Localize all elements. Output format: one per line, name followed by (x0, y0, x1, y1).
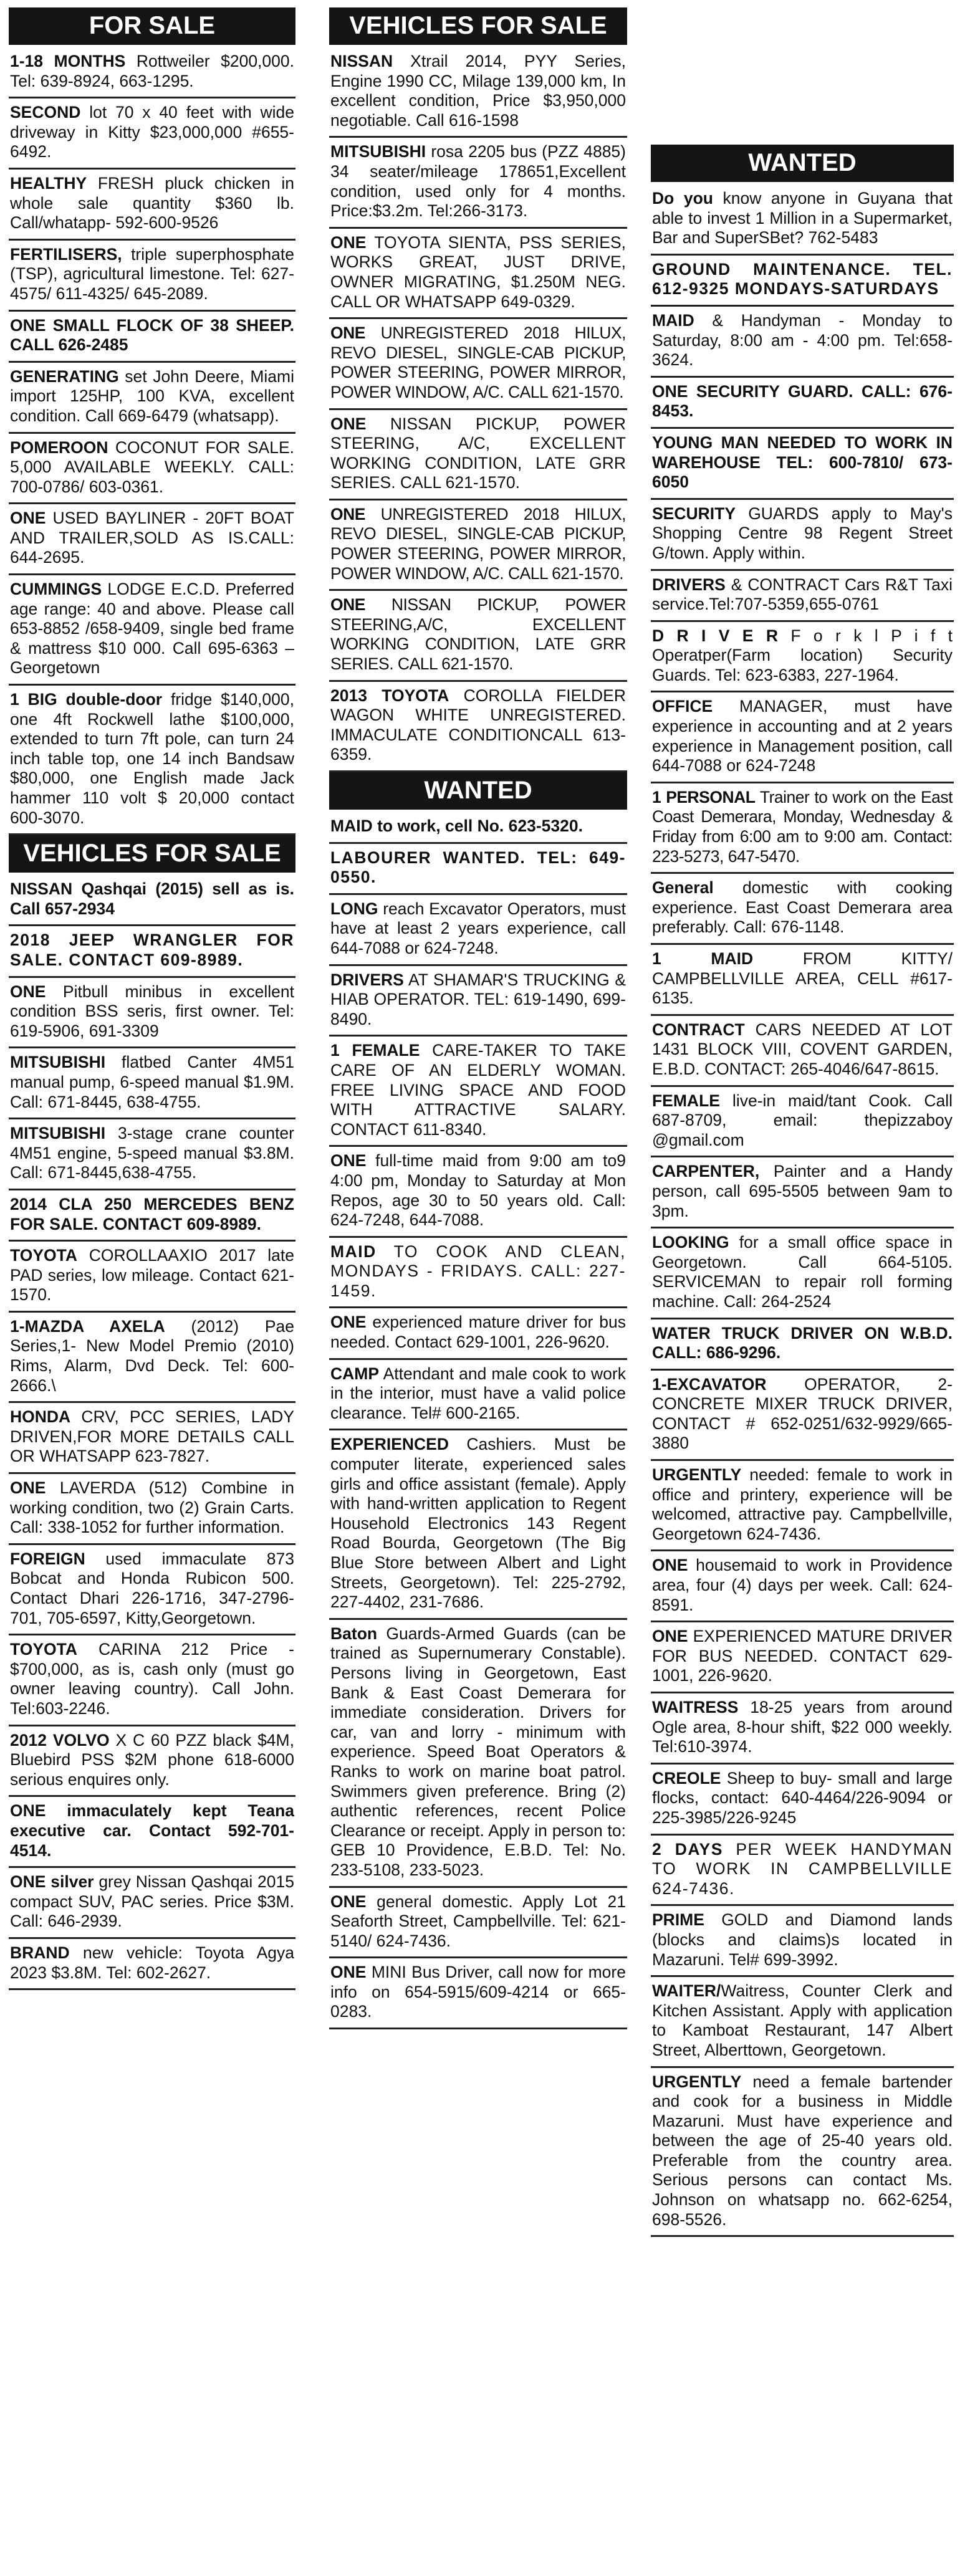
ad-lead: WATER TRUCK DRIVER ON W.B.D. CALL: 686-9296. (652, 1323, 953, 1362)
classified-ad (651, 1764, 954, 1836)
ad-lead: MITSUBISHI (10, 1053, 106, 1072)
classified-ad (9, 170, 295, 241)
ad-lead: ONE SMALL FLOCK OF 38 SHEEP. CALL 626-2485 (10, 315, 294, 355)
ad-lead: 2 DAYS (652, 1839, 723, 1859)
ad-text: Rottweiler $200,000. Tel: 639-8924, 663-1295. (10, 52, 294, 90)
ad-lead: MITSUBISHI (10, 1124, 106, 1143)
classified-ad (651, 500, 954, 571)
classified-ad (329, 500, 627, 591)
ad-lead: YOUNG MAN NEEDED TO WORK IN WAREHOUSE TEL: 600-7810/ 673-6050 (652, 433, 953, 492)
ad-text: EXPERIENCED MATURE DRIVER FOR BUS NEEDED. CONTACT 629-1001, 226-9620. (652, 1627, 953, 1685)
classified-ad (329, 1238, 627, 1309)
column-3 (651, 145, 954, 2237)
ad-lead: ONE (330, 595, 365, 615)
ad-lead: 1-EXCAVATOR (652, 1374, 767, 1394)
ad-lead: FERTILISERS, (10, 244, 122, 264)
ad-text: LAVERDA (512) Combine in working condition, two (2) Grain Carts. Call: 338-1052 for further information. (10, 1478, 294, 1537)
ad-text: FROM KITTY/ CAMPBELLVILLE AREA, CELL #617-6135. (652, 949, 953, 1008)
ad-text: fridge $140,000, one 4ft Rockwell lathe $100,000, extended to turn 7ft pole, can turn 24 inch table top, one 14 inch Bandsaw $80,000, one English made Jack hammer 110 volt $ 20,000 contact 600-3070. (10, 690, 294, 827)
ad-lead: 1-18 MONTHS (10, 52, 126, 70)
ad-text: AT SHAMAR'S TRUCKING & HIAB OPERATOR. TEL: 619-1490, 699-8490. (330, 970, 626, 1028)
ad-text: GOLD and Diamond lands (blocks and claims)s located in Mazaruni. Tel# 699-3992. (652, 1910, 953, 1969)
ad-text: general domestic. Apply Lot 21 Seaforth Street, Campbellville. Tel: 621-5140/ 624-7436. (330, 1892, 626, 1950)
ad-text: & CONTRACT Cars R&T Taxi service.Tel:707-5359,655-0761 (652, 575, 953, 614)
ad-lead: EXPERIENCED (330, 1435, 449, 1454)
ad-lead: CUMMINGS (10, 580, 102, 599)
ad-lead: ONE (330, 232, 367, 252)
ad-lead: CARPENTER, (652, 1162, 760, 1181)
classified-ad (9, 363, 295, 434)
ad-text: USED BAYLINER - 20FT BOAT AND TRAILER,SOLD AS IS.CALL: 644-2695. (10, 509, 294, 567)
ad-text: F o r k l P i f t Operatper(Farm location) Security Guards. Tel: 623-6383, 227-1964. (652, 626, 953, 684)
classified-ad (329, 1037, 627, 1147)
ad-text: CARINA 212 Price - $700,000, as is, cash only (must go owner leaving country). Call John. Tel:603-2246. (10, 1640, 294, 1718)
classified-ad (329, 1308, 627, 1359)
ad-lead: MITSUBISHI (330, 142, 426, 161)
ad-text: COROLLA FIELDER WAGON WHITE UNREGISTERED. IMMACULATE CONDITIONCALL 613-6359. (330, 686, 626, 764)
classified-ad (329, 229, 627, 319)
classified-ad (651, 2068, 954, 2238)
classified-ad (9, 978, 295, 1049)
classified-ad (9, 575, 295, 686)
classified-ad (9, 875, 295, 926)
ad-text: domestic with cooking experience. East Coast Demerara area preferably. Call: 676-1148. (652, 878, 953, 937)
ad-lead: TOYOTA (10, 1640, 77, 1659)
ad-text: FRESH pluck chicken in whole sale quantity $360 lb. Call/whatapp- 592-600-9526 (10, 173, 294, 232)
classified-ad (9, 47, 295, 98)
ad-lead: ONE silver (10, 1872, 94, 1892)
classified-ad (651, 1836, 954, 1907)
classified-ad (329, 844, 627, 895)
classified-ad (9, 434, 295, 505)
classified-ad (651, 1906, 954, 1977)
ad-lead: General (652, 878, 714, 898)
ad-lead: SECOND (10, 103, 81, 122)
classified-ad (651, 1371, 954, 1461)
classified-ad (651, 256, 954, 307)
classified-ad (651, 184, 954, 256)
ad-lead: 2012 VOLVO (10, 1730, 110, 1750)
ad-lead: NISSAN (330, 52, 393, 70)
classified-ad (329, 895, 627, 966)
ad-text: CRV, PCC SERIES, LADY DRIVEN,FOR MORE DETAILS CALL OR WHATSAPP 623-7827. (10, 1407, 294, 1466)
classified-ad (329, 1888, 627, 1959)
classified-ad (651, 307, 954, 378)
ad-lead: PRIME (652, 1910, 704, 1930)
ad-lead: GROUND MAINTENANCE. TEL. 612-9325 MONDAYS-SATURDAYS (652, 259, 953, 299)
ad-text: UNREGISTERED 2018 HILUX, REVO DIESEL, SINGLE-CAB PICKUP, POWER STEERING, POWER MIRROR, POWER WINDOW, A/C. CALL 621-1570. (330, 504, 626, 583)
ad-text: COROLLAAXIO 2017 late PAD series, low mileage. Contact 621-1570. (10, 1246, 294, 1305)
ad-lead: LABOURER WANTED. TEL: 649-0550. (330, 848, 626, 887)
ad-lead: Do you (652, 189, 713, 208)
section-header: VEHICLES FOR SALE (9, 835, 295, 873)
section-header: WANTED (651, 145, 954, 182)
classified-ad (651, 1622, 954, 1693)
ad-lead: 1 FEMALE (330, 1041, 420, 1060)
classified-ad (9, 1474, 295, 1545)
ad-text: Xtrail 2014, PYY Series, Engine 1990 CC, Milage 139,000 km, In excellent condition, Price $3,950,000 negotiable. Call 616-1598 (330, 52, 626, 130)
section-header: VEHICLES FOR SALE (329, 7, 627, 45)
ad-text: experienced mature driver for bus needed. Contact 629-1001, 226-9620. (330, 1313, 626, 1352)
ad-text: Waitress, Counter Clerk and Kitchen Assistant. Apply with application to Kamboat Restaurant, 147 Albert Street, Alberttown, Georgetown. (652, 1981, 953, 2059)
ad-text: for a small office space in Georgetown. Call 664-5105. SERVICEMAN to repair roll forming machine. Call: 264-2524 (652, 1233, 953, 1311)
classified-ad (9, 1797, 295, 1868)
classified-ad (329, 410, 627, 500)
classified-ad (329, 1958, 627, 2029)
ad-lead: POMEROON (10, 438, 108, 457)
ad-text: CARS NEEDED AT LOT 1431 BLOCK VIII, COVENT GARDEN, E.B.D. CONTACT: 265-4046/647-8615. (652, 1020, 953, 1078)
classified-ad (651, 1157, 954, 1228)
ad-text: NISSAN PICKUP, POWER STEERING, A/C, EXCELLENT WORKING CONDITION, LATE GRR SERIES. CALL 621-1570. (330, 414, 626, 492)
classified-ad (329, 138, 627, 228)
ad-lead: DRIVERS (330, 970, 404, 989)
ad-lead: BRAND (10, 1943, 70, 1962)
ad-text: TOYOTA SIENTA, PSS SERIES, WORKS GREAT, JUST DRIVE, OWNER MIGRATING, $1.250M NEG. CALL OR WHATSAPP 649-0329. (330, 232, 626, 311)
ad-text: lot 70 x 40 feet with wide driveway in Kitty $23,000,000 #655-6492. (10, 103, 294, 161)
ad-text: NISSAN PICKUP, POWER STEERING,A/C, EXCELLENT WORKING CONDITION, LATE GRR SERIES. CALL 621-1570. (330, 595, 626, 674)
ad-lead: FOREIGN (10, 1549, 85, 1568)
classified-ad (651, 378, 954, 429)
classified-ad (651, 571, 954, 622)
ad-text: full-time maid from 9:00 am to9 4:00 pm, Monday to Saturday at Mon Repos, age 30 to 50 years old. Call: 624-7248, 644-7088. (330, 1151, 626, 1230)
ad-lead: MAID to work, cell No. 623-5320. (330, 816, 583, 835)
ad-lead: LONG (330, 899, 378, 918)
ad-lead: ONE (330, 1963, 367, 1982)
classified-ad (9, 1635, 295, 1726)
ad-lead: URGENTLY (652, 2072, 742, 2091)
classified-ad (329, 682, 627, 772)
classified-ad (651, 1228, 954, 1319)
ad-text: set John Deere, Miami import 125HP, 100 KVA, excellent condition. Call 669-6479 (whatsapp). (10, 366, 294, 425)
classified-ad (329, 966, 627, 1037)
ad-lead: 1 MAID (652, 949, 754, 968)
classified-ad (651, 1551, 954, 1622)
ad-text: CARE-TAKER TO TAKE CARE OF AN ELDERLY WOMAN. FREE LIVING SPACE AND FOOD WITH ATTRACTIVE SALARY. CONTACT 611-8340. (330, 1041, 626, 1139)
classified-ad (651, 783, 954, 874)
ad-lead: ONE (652, 1627, 688, 1646)
classified-ad (651, 1977, 954, 2067)
classified-ad (329, 591, 627, 681)
ad-lead: D R I V E R (652, 626, 778, 645)
ad-text: grey Nissan Qashqai 2015 compact SUV, PAC series. Price $3M. Call: 646-2939. (10, 1872, 294, 1931)
column-2 (329, 7, 627, 2029)
classified-ad (329, 1360, 627, 1431)
ad-lead: 1 PERSONAL (652, 787, 756, 807)
ad-text: OPERATOR, 2- CONCRETE MIXER TRUCK DRIVER, CONTACT # 652-0251/632-9929/665-3880 (652, 1374, 953, 1453)
ad-lead: 2018 JEEP WRANGLER FOR SALE. CONTACT 609-8989. (10, 931, 294, 969)
ad-text: Attendant and male cook to work in the interior, must have a valid police clearance. Tel# 600-2165. (330, 1364, 626, 1422)
ad-text: used immaculate 873 Bobcat and Honda Rubicon 500. Contact Dhari 226-1716, 347-2796-701, 705-6597, Kitty,Georgetown. (10, 1549, 294, 1627)
classified-ad (651, 1087, 954, 1158)
section-header: FOR SALE (9, 7, 295, 45)
classified-ad (651, 622, 954, 693)
ad-lead: Baton (330, 1624, 378, 1643)
classified-ad (9, 1726, 295, 1798)
classified-ad (329, 812, 627, 844)
ad-lead: WAITRESS (652, 1698, 739, 1717)
ad-lead: GENERATING (10, 366, 119, 386)
classified-ad (9, 1190, 295, 1242)
classified-ad (329, 1147, 627, 1237)
ad-text: & Handyman - Monday to Saturday, 8:00 am - 4:00 pm. Tel:658-3624. (652, 310, 953, 370)
classified-ad (9, 1545, 295, 1635)
ad-lead: CAMP (330, 1364, 380, 1383)
ad-lead: ONE (330, 504, 365, 524)
ad-text: Painter and a Handy person, call 695-5505 between 9am to 3pm. (652, 1162, 953, 1220)
ad-text: UNREGISTERED 2018 HILUX, REVO DIESEL, SINGLE-CAB PICKUP, POWER STEERING, POWER MIRROR, POWER WINDOW, A/C. CALL 621-1570. (330, 323, 626, 401)
ad-lead: MAID (652, 310, 694, 330)
ad-text: need a female bartender and cook for a business in Middle Mazaruni. Must have experience and between the age of 25-40 years old. Preferable from the country area. Serious persons can contact Ms. Johnson on whatsapp no. 662-6254, 698-5526. (652, 2072, 953, 2229)
ad-lead: NISSAN Qashqai (2015) sell as is. Call 657-2934 (10, 879, 294, 918)
ad-text: know anyone in Guyana that able to invest 1 Million in a Supermarket, Bar and SuperSBet? 762-5483 (652, 189, 953, 247)
ad-text: Trainer to work on the East Coast Demerara, Monday, Wednesday & Friday from 6:00 am to 9:00 am. Contact: 223-5273, 647-5470. (652, 787, 953, 866)
ad-text: Sheep to buy- small and large flocks, contact: 640-4464/226-9094 or 225-3985/226-9245 (652, 1768, 953, 1827)
classified-ad (9, 686, 295, 835)
ad-text: (2012) Pae Series,1- New Model Premio (2010) Rims, Alarm, Dvd Deck. Tel: 600-2666.\ (10, 1316, 294, 1395)
ad-text: new vehicle: Toyota Agya 2023 $3.8M. Tel: 602-2627. (10, 1943, 294, 1982)
ad-lead: HEALTHY (10, 173, 87, 193)
ad-lead: TOYOTA (10, 1246, 77, 1265)
ad-text: Pitbull minibus in excellent condition BSS seris, first owner. Tel: 619-5906, 691-3309 (10, 982, 294, 1040)
ad-text: LODGE E.C.D. Preferred age range: 40 and above. Please call 653-8852 /658-9409, single bed frame & mattress $10 000. Call 695-6363 – Georgetown (10, 580, 294, 678)
ad-lead: ONE (10, 1478, 46, 1498)
ad-lead: ONE (10, 509, 46, 528)
classified-ad (9, 504, 295, 575)
classified-ad (329, 1430, 627, 1619)
classified-ad (651, 429, 954, 500)
classified-ad (9, 312, 295, 363)
ad-lead: ONE immaculately kept Teana executive car. Contact 592-701-4514. (10, 1801, 294, 1860)
ad-lead: MAID (330, 1242, 377, 1261)
ad-lead: 1 BIG double-door (10, 690, 163, 709)
ad-lead: CREOLE (652, 1768, 721, 1788)
classified-ad (9, 1939, 295, 1990)
ad-text: TO COOK AND CLEAN, MONDAYS - FRIDAYS. CALL: 227-1459. (330, 1242, 626, 1300)
ad-text: MANAGER, must have experience in accounting and at 2 years experience in Management position, call 644-7088 or 624-7248 (652, 697, 953, 775)
classified-ad (9, 1313, 295, 1403)
ad-lead: ONE (330, 414, 367, 433)
ad-lead: WAITER/ (652, 1981, 721, 2001)
classified-ad (9, 1868, 295, 1939)
ad-lead: ONE (330, 1151, 367, 1171)
ad-text: Guards-Armed Guards (can be trained as Supernumerary Constable). Persons living in Georgetown, East Bank & East Coast Demerara for immediate consideration. Drivers for car, van and lorry - minimum with experience. Speed Boat Operators & Ranks to work on marine boat patrol. Swimmers given preference. Bring (2) authentic references, recent Police Clearance or receipt. Apply in person to: GEB 10 Providence, E.B.D. Tel: No. 233-5108, 233-5023. (330, 1624, 626, 1879)
classified-ad (9, 241, 295, 312)
ad-lead: SECURITY (652, 504, 736, 523)
ad-lead: 2013 TOYOTA (330, 686, 449, 705)
classified-ad (329, 1620, 627, 1888)
classified-ad (329, 47, 627, 138)
classified-ad (651, 1319, 954, 1371)
classified-ad (9, 926, 295, 977)
ad-text: housemaid to work in Providence area, four (4) days per week. Call: 624-8591. (652, 1556, 953, 1614)
ad-lead: ONE (330, 1892, 367, 1911)
ad-lead: ONE (330, 323, 365, 343)
ad-lead: OFFICE (652, 697, 713, 716)
ad-text: triple superphosphate (TSP), agricultural limestone. Tel: 627-4575/ 611-4325/ 645-2089. (10, 244, 294, 303)
ad-lead: ONE SECURITY GUARD. CALL: 676-8453. (652, 381, 953, 421)
section-header: WANTED (329, 772, 627, 810)
ad-text: 3-stage crane counter 4M51 engine, 5-speed manual $3.8M. Call: 671-8445,638-4755. (10, 1124, 294, 1182)
classified-ad (9, 1119, 295, 1190)
ad-text: reach Excavator Operators, must have at least 2 years experience, call 644-7088 or 624-7248. (330, 899, 626, 957)
ad-lead: LOOKING (652, 1233, 729, 1252)
ad-text: X C 60 PZZ black $4M, Bluebird PSS $2M phone 618-6000 serious enquires only. (10, 1730, 294, 1789)
classified-ad (651, 1693, 954, 1764)
ad-lead: 2014 CLA 250 MERCEDES BENZ FOR SALE. CONTACT 609-8989. (10, 1194, 294, 1233)
classified-ad (9, 98, 295, 170)
ad-text: Cashiers. Must be computer literate, experienced sales girls and office assistant (female). Apply with hand-written application to Regent Household Electronics 143 Regent Road Bourda, Georgetown (The Big Blue Store between Albert and Light Streets, Georgetown). Tel: 225-2792, 227-4402, 231-7686. (330, 1435, 626, 1612)
ad-text: 18-25 years from around Ogle area, 8-hour shift, $22 000 weekly. Tel:610-3974. (652, 1698, 953, 1756)
classified-ad (9, 1403, 295, 1474)
ad-lead: ONE (652, 1556, 688, 1575)
classified-ad (651, 874, 954, 945)
classified-ad (9, 1048, 295, 1119)
classified-ad (651, 1016, 954, 1087)
ad-text: PER WEEK HANDYMAN TO WORK IN CAMPBELLVILLE 624-7436. (652, 1839, 953, 1898)
ad-lead: URGENTLY (652, 1465, 742, 1485)
column-1 (9, 7, 295, 1990)
classified-ad (329, 319, 627, 409)
ad-lead: 1-MAZDA AXELA (10, 1316, 165, 1336)
ad-lead: ONE (330, 1313, 367, 1332)
ad-text: needed: female to work in office and printery, experience will be welcomed, attractive pay. Campbellville, Georgetown 624-7436. (652, 1465, 953, 1543)
ad-text: rosa 2205 bus (PZZ 4885) 34 seater/mileage 178651,Excellent condition, used only for 4 months. Price:$3.2m. Tel:266-3173. (330, 142, 626, 221)
ad-lead: FEMALE (652, 1091, 720, 1110)
classified-ad (651, 945, 954, 1016)
ad-text: GUARDS apply to May's Shopping Centre 98 Regent Street G/town. Apply within. (652, 504, 953, 562)
classified-ad (651, 692, 954, 783)
ad-lead: ONE (10, 982, 46, 1001)
ad-text: live-in maid/tant Cook. Call 687-8709, email: thepizzaboy @gmail.com (652, 1091, 953, 1149)
ad-text: MINI Bus Driver, call now for more info on 654-5915/609-4214 or 665-0283. (330, 1963, 626, 2021)
ad-lead: CONTRACT (652, 1020, 745, 1039)
ad-text: COCONUT FOR SALE. 5,000 AVAILABLE WEEKLY. CALL: 700-0786/ 603-0361. (10, 438, 294, 496)
classified-ad (9, 1242, 295, 1313)
ad-lead: HONDA (10, 1407, 71, 1427)
classified-ad (651, 1461, 954, 1551)
ad-lead: DRIVERS (652, 575, 726, 594)
ad-text: flatbed Canter 4M51 manual pump, 6-speed manual $1.9M. Call: 671-8445, 638-4755. (10, 1053, 294, 1111)
